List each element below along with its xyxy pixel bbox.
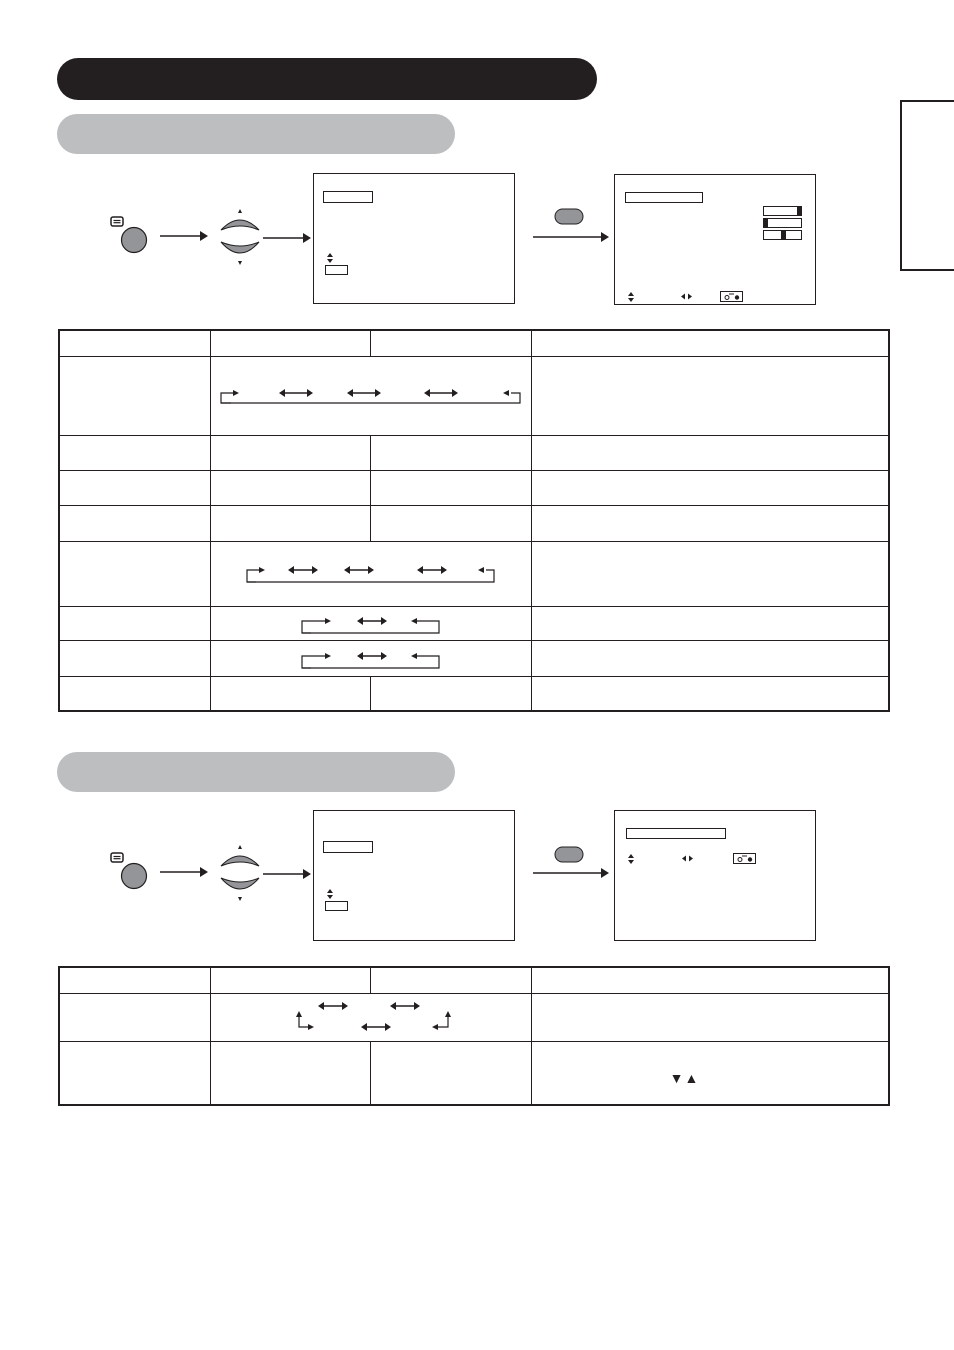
table-header-cell — [531, 330, 889, 356]
row-label — [59, 435, 210, 470]
row-description — [531, 640, 889, 676]
row-value — [210, 435, 371, 470]
row-description — [531, 606, 889, 640]
table-header-cell — [371, 330, 532, 356]
loop-cycle-diagram — [211, 994, 531, 1041]
up-down-select-button[interactable] — [216, 842, 264, 904]
three-step-cycle-diagram — [211, 607, 531, 640]
cycle-options-cell — [210, 606, 531, 640]
row-value — [371, 435, 532, 470]
row-description — [531, 676, 889, 711]
setting-level-bar — [763, 218, 802, 228]
up-down-select-icon — [216, 842, 264, 904]
row-description — [531, 505, 889, 541]
row-value — [371, 1041, 532, 1105]
row-label — [59, 541, 210, 606]
left-right-arrows-icon — [681, 293, 692, 300]
oval-button-icon — [554, 208, 584, 226]
flow-arrow — [160, 230, 208, 242]
osd-menu-screen — [313, 810, 515, 941]
table-header-row — [59, 330, 889, 356]
up-down-arrows-icon — [326, 889, 334, 899]
menu-button[interactable] — [108, 850, 152, 890]
cycle-options-cell — [210, 356, 531, 435]
row-label — [59, 993, 210, 1041]
setting-level-bar — [763, 206, 802, 216]
setting-level-bar — [763, 230, 802, 240]
submenu-title-box — [626, 828, 726, 839]
table-header-cell — [59, 967, 210, 993]
cycle-options-cell — [210, 640, 531, 676]
row-value — [210, 676, 371, 711]
down-up-arrows-symbol: ▼▲ — [669, 1069, 700, 1086]
osd-submenu-screen — [614, 810, 816, 941]
table-header-row — [59, 967, 889, 993]
table-row — [59, 1041, 889, 1105]
menu-highlight — [323, 841, 373, 853]
table-row — [59, 640, 889, 676]
page-title-bar — [57, 58, 597, 100]
row-description — [531, 993, 889, 1041]
table-header-cell — [59, 330, 210, 356]
row-value — [210, 1041, 371, 1105]
row-description — [531, 470, 889, 505]
row-label — [59, 470, 210, 505]
row-value — [210, 505, 371, 541]
row-label — [59, 505, 210, 541]
menu-icon — [108, 850, 152, 890]
row-value — [210, 470, 371, 505]
submenu-title-box — [625, 192, 703, 203]
row-value — [371, 505, 532, 541]
table-row — [59, 676, 889, 711]
side-chapter-tab — [900, 100, 954, 271]
menu-key-box — [325, 265, 348, 275]
settings-table-2 — [58, 966, 890, 1106]
cycle-options-cell — [210, 993, 531, 1041]
table-row — [59, 993, 889, 1041]
left-right-arrows-icon — [682, 855, 693, 862]
row-description — [531, 1041, 889, 1105]
row-label — [59, 356, 210, 435]
row-label — [59, 1041, 210, 1105]
osd-submenu-screen — [614, 174, 816, 305]
table-row — [59, 505, 889, 541]
flow-arrow — [263, 868, 311, 880]
table-row — [59, 606, 889, 640]
section-1-header — [57, 114, 455, 154]
section-2-header — [57, 752, 455, 792]
row-label — [59, 640, 210, 676]
settings-table-1 — [58, 329, 890, 712]
up-down-arrows-icon — [627, 854, 635, 864]
row-description — [531, 541, 889, 606]
three-step-cycle-diagram — [211, 641, 531, 676]
table-row — [59, 470, 889, 505]
row-description — [531, 435, 889, 470]
up-down-arrows-icon — [326, 253, 334, 263]
up-down-arrows-icon — [627, 292, 635, 302]
remote-control-icon — [720, 291, 744, 303]
five-step-cycle-diagram — [211, 357, 531, 435]
row-label — [59, 606, 210, 640]
row-label — [59, 676, 210, 711]
cycle-options-cell — [210, 541, 531, 606]
enter-button[interactable] — [554, 208, 584, 226]
row-description — [531, 356, 889, 435]
flow-arrow — [533, 231, 609, 243]
table-row — [59, 356, 889, 435]
menu-icon — [108, 214, 152, 254]
osd-menu-screen — [313, 173, 515, 304]
row-value — [371, 676, 532, 711]
table-row — [59, 541, 889, 606]
up-down-select-button[interactable] — [216, 206, 264, 268]
oval-button-icon — [554, 846, 584, 864]
flow-arrow — [533, 867, 609, 879]
enter-button[interactable] — [554, 846, 584, 864]
menu-highlight — [323, 191, 373, 203]
menu-button[interactable] — [108, 214, 152, 254]
remote-control-icon — [733, 853, 757, 865]
table-row — [59, 435, 889, 470]
table-header-cell — [210, 330, 371, 356]
row-value — [371, 470, 532, 505]
flow-arrow — [263, 232, 311, 244]
flow-arrow — [160, 866, 208, 878]
table-header-cell — [531, 967, 889, 993]
up-down-select-icon — [216, 206, 264, 268]
menu-key-box — [325, 901, 348, 911]
table-header-cell — [210, 967, 371, 993]
five-step-cycle-diagram — [211, 542, 531, 606]
table-header-cell — [371, 967, 532, 993]
